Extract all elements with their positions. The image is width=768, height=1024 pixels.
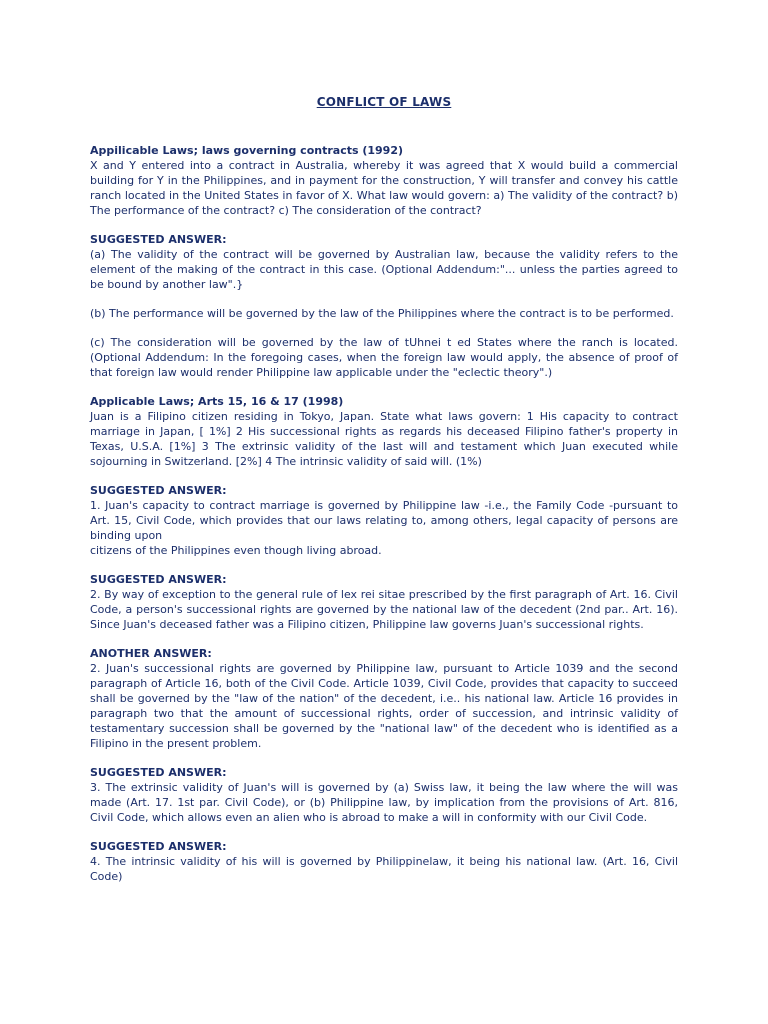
question-text: X and Y entered into a contract in Australia, whereby it was agreed that X would build a commercial building for Y in the Philippines, and in payment for the construction, Y will transfer and convey his cattle ranch located in the United States in favor of X. What law would govern: a) The validity of the contract? b) The performance of the contract? c) The consideration of the contract? <box>90 159 678 217</box>
document-page <box>90 95 678 884</box>
answer-paragraph-c: (c) The consideration will be governed by the law of tUhnei t ed States where the ranch is located. (Optional Addendum: In the foregoing cases, when the foreign law would apply, the absence of proof of that foreign law would render Philippine law applicable under the "eclectic theory".) <box>90 336 678 379</box>
answer-label: SUGGESTED ANSWER: <box>90 840 227 853</box>
section-contracts <box>90 143 678 380</box>
section-arts-15-16-17 <box>90 394 678 884</box>
answer-paragraph: 3. The extrinsic validity of Juan's will is governed by (a) Swiss law, it being the law where the will was made (Art. 17. 1st par. Civil Code), or (b) Philippine law, by implication from the provisions of Art. 816, Civil Code, which allows even an alien who is abroad to make a will in conformity with our Civil Code. <box>90 781 678 824</box>
question-text: Juan is a Filipino citizen residing in Tokyo, Japan. State what laws govern: 1 His capacity to contract marriage in Japan, [ 1%] 2 His successional rights as regards his deceased Filipino father's property in Texas, U.S.A. [1%] 3 The extrinsic validity of the last will and testament which Juan executed while sojourning in Switzerland. [2%] 4 The intrinsic validity of said will. (1%) <box>90 410 678 468</box>
answer-paragraph: 4. The intrinsic validity of his will is governed by Philippinelaw, it being his national law. (Art. 16, Civil Code) <box>90 855 678 883</box>
another-answer-label: ANOTHER ANSWER: <box>90 647 212 660</box>
page-title: CONFLICT OF LAWS <box>316 95 452 109</box>
answer-paragraph-b: (b) The performance will be governed by the law of the Philippines where the contract is to be performed. <box>90 307 674 320</box>
answer-label: SUGGESTED ANSWER: <box>90 484 227 497</box>
answer-paragraph-a: (a) The validity of the contract will be governed by Australian law, because the validity refers to the element of the making of the contract in this case. (Optional Addendum:"... unless the parties agreed to be bound by another law".} <box>90 248 678 291</box>
section-heading: Appilicable Laws; laws governing contracts (1992) <box>90 144 404 157</box>
answer-label: SUGGESTED ANSWER: <box>90 573 227 586</box>
answer-label: SUGGESTED ANSWER: <box>90 766 227 779</box>
answer-label: SUGGESTED ANSWER: <box>90 233 227 246</box>
answer-paragraph: 2. By way of exception to the general rule of lex rei sitae prescribed by the first paragraph of Art. 16. Civil Code, a person's successional rights are governed by the national law of the decedent (2nd par.. Art. 16). Since Juan's deceased father was a Filipino citizen, Philippine law governs Juan's successional rights. <box>90 588 678 631</box>
answer-paragraph-continued: citizens of the Philippines even though living abroad. <box>90 544 382 557</box>
answer-paragraph: 2. Juan's successional rights are governed by Philippine law, pursuant to Article 1039 and the second paragraph of Article 16, both of the Civil Code. Article 1039, Civil Code, provides that capacity to succeed shall be governed by the "law of the nation" of the decedent, i.e.. his national law. Article 16 provides in paragraph two that the amount of successional rights, order of succession, and intrinsic validity of testamentary succession shall be governed by the "national law" of the decedent who is identified as a Filipino in the present problem. <box>90 662 678 750</box>
answer-paragraph: 1. Juan's capacity to contract marriage is governed by Philippine law -i.e., the Family Code -pursuant to Art. 15, Civil Code, which provides that our laws relating to, among others, legal capacity of persons are binding upon <box>90 499 678 542</box>
section-heading: Applicable Laws; Arts 15, 16 & 17 (1998) <box>90 395 344 408</box>
